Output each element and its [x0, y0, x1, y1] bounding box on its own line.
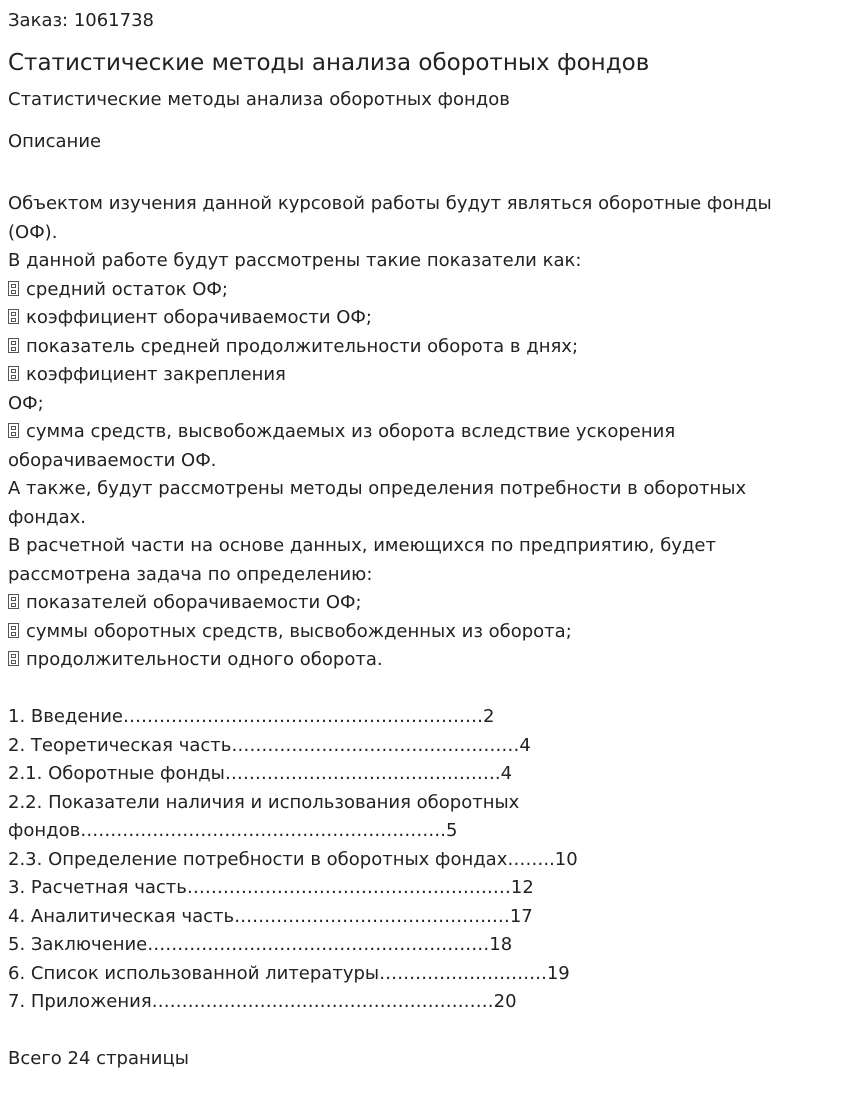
- description-body: [8, 190, 840, 1074]
- text-line: (ОФ).: [8, 221, 58, 243]
- toc-entry: 6. Список использованной литературы……………………….19: [8, 962, 570, 984]
- missing-glyph-box-icon: [8, 281, 19, 296]
- missing-glyph-box-icon: [8, 423, 19, 438]
- bullet-text: сумма средств, высвобождаемых из оборота вследствие ускорения: [26, 421, 676, 442]
- bullet-text: коэффициент оборачиваемости ОФ;: [26, 307, 372, 328]
- bullet-text: коэффициент закрепления: [26, 364, 286, 385]
- bullet-item: [8, 276, 840, 305]
- text-line: В данной работе будут рассмотрены такие показатели как:: [8, 250, 582, 271]
- toc-entry: 5. Заключение…………………………………………………18: [8, 934, 513, 955]
- bullet-item: [8, 361, 840, 390]
- bullet-item: [8, 618, 840, 647]
- toc-entry: 1. Введение……………………………………………………2: [8, 706, 495, 727]
- missing-glyph-box-icon: [8, 338, 19, 353]
- page-title: Статистические методы анализа оборотных фондов: [8, 50, 650, 76]
- missing-glyph-box-icon: [8, 594, 19, 609]
- blank-line: [8, 1017, 840, 1046]
- bullet-text: продолжительности одного оборота.: [26, 649, 383, 670]
- order-number: Заказ: 1061738: [8, 10, 154, 31]
- text-line: оборачиваемости ОФ.: [8, 449, 217, 471]
- text-line: Объектом изучения данной курсовой работы будут являться оборотные фонды: [8, 193, 772, 214]
- description-heading: Описание: [8, 131, 102, 152]
- text-line: ОФ;: [8, 392, 44, 414]
- toc-entry: 3. Расчетная часть………………………………………………12: [8, 877, 534, 898]
- missing-glyph-box-icon: [8, 623, 19, 638]
- missing-glyph-box-icon: [8, 309, 19, 324]
- bullet-item: [8, 333, 840, 362]
- page-count: Всего 24 страницы: [8, 1048, 189, 1069]
- toc-entry: 7. Приложения…………………………………………………20: [8, 991, 517, 1012]
- toc-entry: 4. Аналитическая часть…………………………………….…17: [8, 905, 533, 927]
- bullet-text: суммы оборотных средств, высвобожденных из оборота;: [26, 620, 572, 642]
- text-line: А также, будут рассмотрены методы определения потребности в оборотных: [8, 478, 747, 499]
- bullet-text: средний остаток ОФ;: [26, 278, 228, 300]
- bullet-text: показатель средней продолжительности оборота в днях;: [26, 335, 579, 357]
- toc-entry: 2.1. Оборотные фонды……………………………………….4: [8, 763, 513, 784]
- toc-entry: 2. Теоретическая часть…………………………………………4: [8, 734, 531, 756]
- missing-glyph-box-icon: [8, 651, 19, 666]
- bullet-item: [8, 418, 840, 447]
- text-line: рассмотрена задача по определению:: [8, 563, 373, 585]
- page-subtitle: Статистические методы анализа оборотных фондов: [8, 89, 510, 110]
- text-line: фондах.: [8, 506, 87, 528]
- toc-entry-continuation: фондов…………………………………………………….5: [8, 820, 458, 841]
- missing-glyph-box-icon: [8, 366, 19, 381]
- bullet-item: [8, 304, 840, 333]
- bullet-item: [8, 646, 840, 675]
- text-line: В расчетной части на основе данных, имеющихся по предприятию, будет: [8, 535, 716, 556]
- toc-entry: 2.2. Показатели наличия и использования оборотных: [8, 791, 520, 813]
- toc-entry: 2.3. Определение потребности в оборотных фондах……..10: [8, 848, 578, 870]
- bullet-text: показателей оборачиваемости ОФ;: [26, 592, 362, 613]
- bullet-item: [8, 589, 840, 618]
- blank-line: [8, 675, 840, 704]
